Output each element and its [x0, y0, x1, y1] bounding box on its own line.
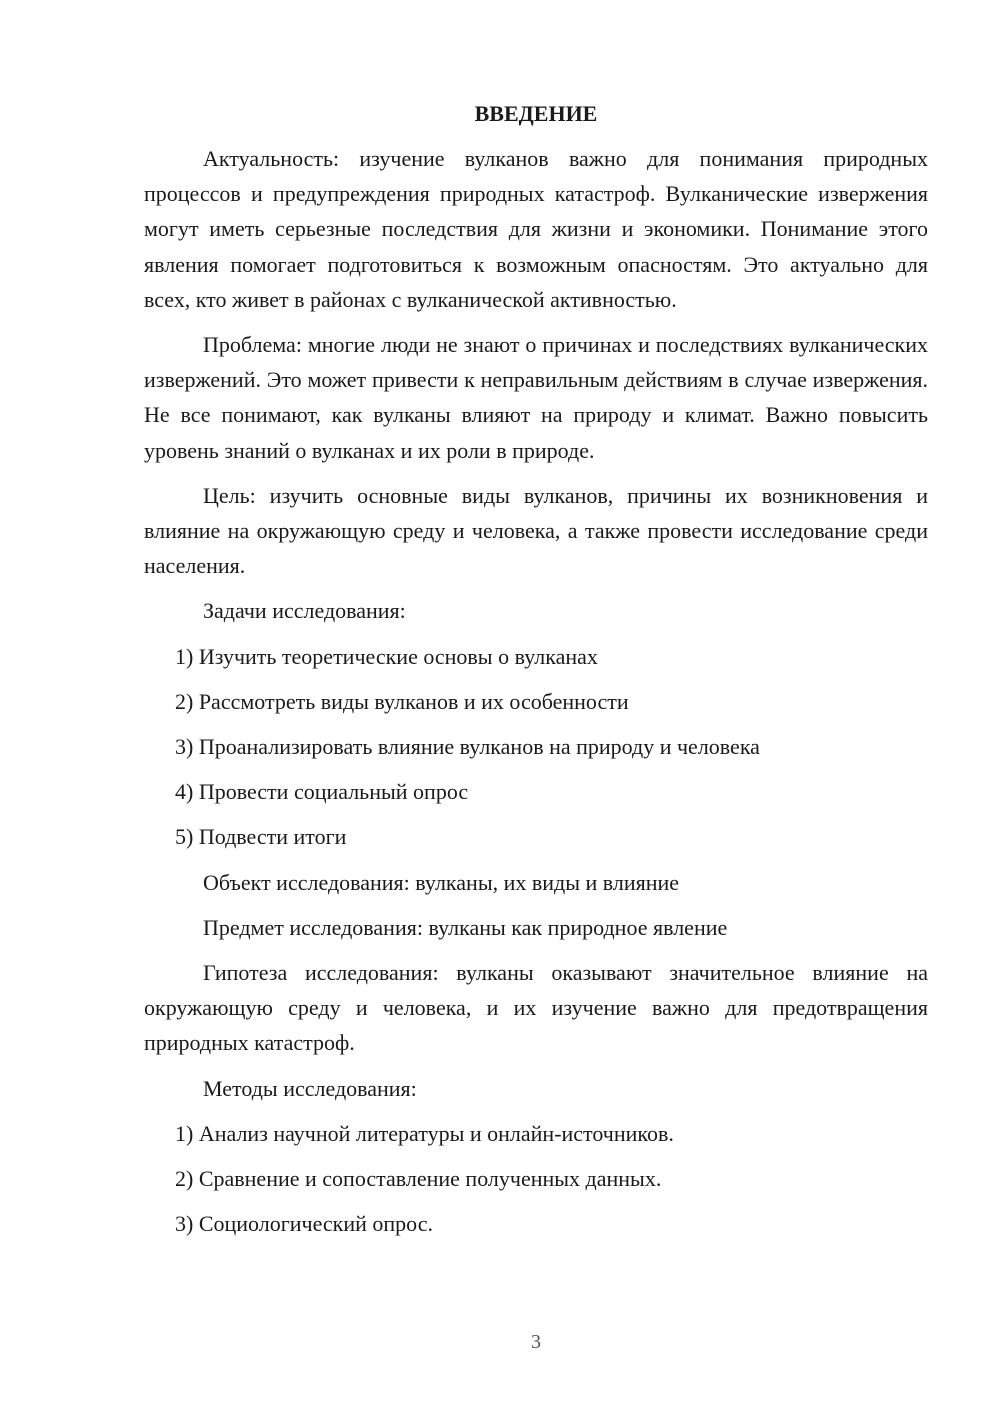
- goal-paragraph: Цель: изучить основные виды вулканов, причины их возникновения и влияние на окружающую среду и человека, а также провести исследование среди населения.: [144, 482, 928, 579]
- task-item: 1) Изучить теоретические основы о вулканах: [175, 643, 598, 669]
- methods-heading: Методы исследования:: [203, 1075, 417, 1101]
- hypothesis-paragraph: Гипотеза исследования: вулканы оказывают значительное влияние на окружающую среду и человека, и их изучение важно для предотвращения природных катастроф.: [144, 960, 928, 1056]
- task-item: 5) Подвести итоги: [175, 824, 347, 850]
- method-item: 1) Анализ научной литературы и онлайн-источников.: [175, 1120, 674, 1146]
- page-number: 3: [531, 1331, 541, 1353]
- relevance-paragraph: Актуальность: изучение вулканов важно для понимания природных процессов и предупреждения природных катастроф. Вулканические извержения могут иметь серьезные последствия для жизни и экономики. Понимание этого явления помогает подготовиться к возможным опасностям. Это актуально для всех, кто живет в районах с вулканической активностью.: [144, 146, 928, 312]
- page-title: ВВЕДЕНИЕ: [474, 101, 598, 126]
- task-item: 3) Проанализировать влияние вулканов на природу и человека: [175, 734, 760, 760]
- page-content: [144, 96, 928, 1251]
- task-item: 4) Провести социальный опрос: [175, 779, 469, 805]
- research-subject: Предмет исследования: вулканы как природное явление: [203, 914, 728, 940]
- tasks-heading: Задачи исследования:: [203, 598, 406, 624]
- task-item: 2) Рассмотреть виды вулканов и их особенности: [175, 688, 629, 714]
- method-item: 3) Социологический опрос.: [175, 1211, 433, 1237]
- method-item: 2) Сравнение и сопоставление полученных данных.: [175, 1166, 662, 1192]
- problem-paragraph: Проблема: многие люди не знают о причинах и последствиях вулканических извержений. Это может привести к неправильным действиям в случае извержения. Не все понимают, как вулканы влияют на природу и климат. Важно повысить уровень знаний о вулканах и их роли в природе.: [144, 332, 928, 463]
- research-object: Объект исследования: вулканы, их виды и влияние: [203, 869, 680, 895]
